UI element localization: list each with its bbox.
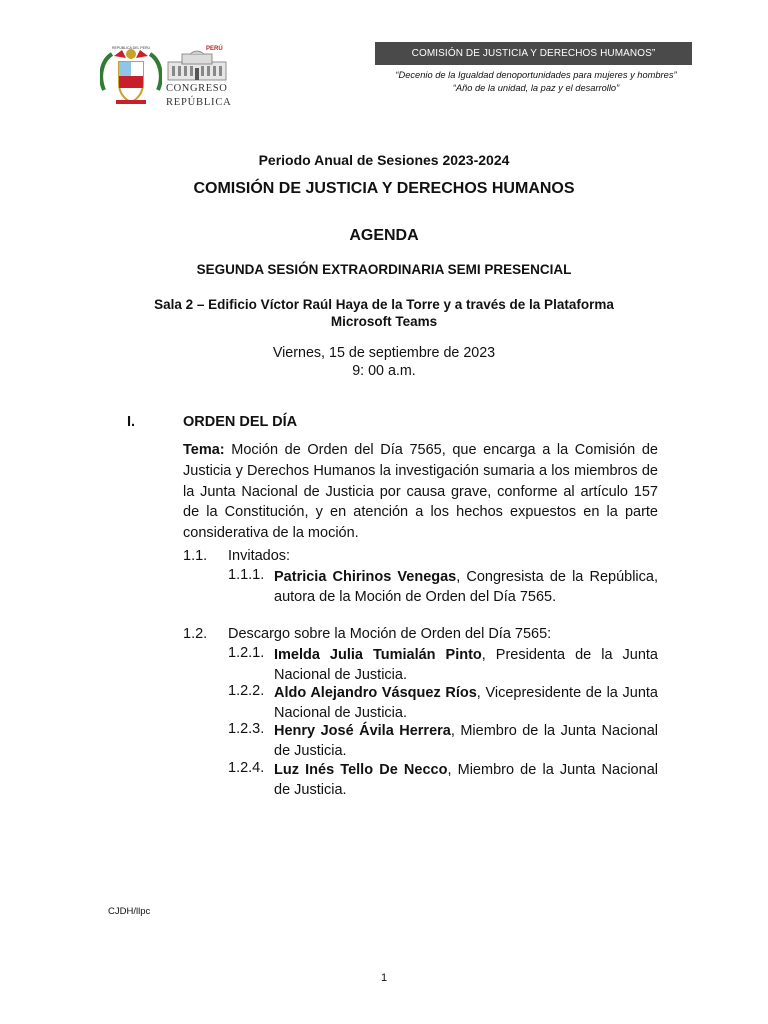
session-type: SEGUNDA SESIÓN EXTRAORDINARIA SEMI PRESENCIAL (196, 262, 572, 277)
agenda-title: AGENDA (349, 227, 419, 244)
subitem-name: Henry José Ávila Herrera (274, 723, 451, 739)
page-number: 1 (380, 972, 388, 984)
congreso-word: CONGRESO (166, 83, 228, 94)
svg-text:REPÚBLICA DEL PERÚ: REPÚBLICA DEL PERÚ (112, 46, 150, 50)
tema-paragraph (183, 440, 658, 544)
peru-coat-of-arms-icon (100, 46, 162, 110)
subitem-text (274, 645, 658, 685)
item-number: 1.1. (183, 548, 208, 564)
subitem-desc: , Congresista de la República, autora de la Moción de Orden del Día 7565. (274, 569, 658, 605)
republica-word: REPÚBLICA (166, 97, 232, 108)
section-title: ORDEN DEL DÍA (183, 414, 298, 430)
session-period: Periodo Anual de Sesiones 2023-2024 (258, 152, 510, 168)
session-date: Viernes, 15 de septiembre de 2023 (272, 345, 496, 361)
tema-text: Moción de Orden del Día 7565, que encarga a la Comisión de Justicia y Derechos Humanos la investigación sumaria a los miembros de la Junta Nacional de Justicia por causa grave, conforme al artículo 157 de la Constitución, y en atención a los hechos expuestos en la parte considerativa de la moción. (183, 442, 658, 542)
header-logos (100, 46, 232, 110)
subitem-desc: , Miembro de la Junta Nacional de Justicia. (274, 762, 658, 798)
venue-line-2: Microsoft Teams (330, 314, 438, 329)
subitem-name: Imelda Julia Tumialán Pinto (274, 647, 482, 663)
venue (100, 296, 668, 330)
subitem-text (274, 760, 658, 800)
subitem-text (274, 567, 658, 607)
subitem-name: Patricia Chirinos Venegas (274, 569, 457, 585)
subitem-number: 1.1.1. (228, 567, 265, 583)
subitem-desc: , Presidenta de la Junta Nacional de Justicia. (274, 647, 658, 683)
item-label: Invitados: (228, 548, 291, 564)
document-code: CJDH/llpc (108, 906, 151, 917)
commission-banner: COMISIÓN DE JUSTICIA Y DERECHOS HUMANOS” (375, 42, 692, 65)
subitem-desc: , Miembro de la Junta Nacional de Justicia. (274, 723, 658, 759)
venue-line-1: Sala 2 – Edificio Víctor Raúl Haya de la Torre y a través de la Plataforma (154, 297, 614, 312)
subitem-name: Luz Inés Tello De Necco (274, 762, 448, 778)
tema-label: Tema: (183, 442, 225, 458)
subitem-text (274, 721, 658, 761)
subitem-desc: , Vicepresidente de la Junta Nacional de Justicia. (274, 685, 658, 721)
congress-building-icon (164, 50, 230, 82)
section-number: I. (127, 414, 136, 430)
subitem-name: Aldo Alejandro Vásquez Ríos (274, 685, 477, 701)
motto-line-1: “Decenio de la Igualdad denoportunidades para mujeres y hombres” (395, 70, 677, 80)
item-number: 1.2. (183, 626, 208, 642)
motto-line-2: “Año de la unidad, la paz y el desarrollo” (452, 83, 620, 93)
session-time: 9: 00 a.m. (352, 363, 416, 379)
congreso-peru-label: PERÚ (206, 46, 223, 52)
subitem-number: 1.2.3. (228, 721, 265, 737)
commission-title: COMISIÓN DE JUSTICIA Y DERECHOS HUMANOS (193, 180, 575, 197)
congreso-logo (164, 46, 232, 110)
subitem-number: 1.2.2. (228, 683, 265, 699)
subitem-number: 1.2.4. (228, 760, 265, 776)
subitem-number: 1.2.1. (228, 645, 265, 661)
item-label: Descargo sobre la Moción de Orden del Día 7565: (228, 626, 552, 642)
subitem-text (274, 683, 658, 723)
